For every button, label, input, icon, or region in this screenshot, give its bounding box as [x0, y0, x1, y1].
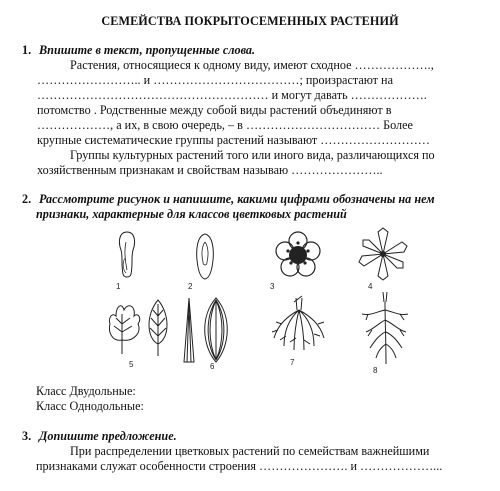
question-2-title-line-1: Рассмотрите рисунок и напишите, какими цифрами обозначены на нем: [39, 192, 435, 206]
figure-7-number: 7: [290, 358, 295, 367]
figure-6-parallel-veined-leaves: [178, 294, 236, 364]
q3-text-line-1: При распределении цветковых растений по семействам важнейшими: [70, 444, 430, 458]
page-title: СЕМЕЙСТВА ПОКРЫТОСЕМЕННЫХ РАСТЕНИЙ: [101, 14, 399, 28]
figure-8-number: 8: [373, 366, 378, 375]
q1-text-line-3: ………………………………………………… и могут давать ……………….: [37, 88, 427, 102]
figure-1-monocot-seed: [112, 230, 142, 282]
q1-text-line-4: потомство . Родственные между собой виды растений объединяют в: [37, 103, 392, 117]
figure-4-number: 4: [368, 282, 373, 291]
q1-text-line-5: ………………, а их, в свою очередь, – в …………………………… Более: [37, 118, 413, 132]
figure-3-number: 3: [270, 282, 275, 291]
question-2-heading: [22, 192, 435, 207]
monocot-class-answer-label: Класс Однодольные:: [36, 399, 144, 413]
figure-2-dicot-seed: [192, 232, 218, 282]
figure-8-taproot: [356, 290, 414, 366]
question-1-number: 1.: [22, 43, 32, 57]
q1-text-line-7: Группы культурных растений того или иного вида, различающихся по: [70, 148, 435, 162]
question-1-title: Впишите в текст, пропущенные слова.: [39, 43, 256, 57]
figure-5-net-veined-leaves: [106, 292, 174, 358]
question-2-number: 2.: [22, 192, 32, 206]
figure-5-number: 5: [129, 360, 134, 369]
question-3-heading: [22, 429, 177, 444]
question-2-title-line-2: признаки, характерные для классов цветковых растений: [36, 207, 347, 221]
figure-3-five-petal-flower: [273, 230, 323, 280]
figure-2-number: 2: [188, 282, 193, 291]
figure-1-number: 1: [116, 282, 121, 291]
dicot-class-answer-label: Класс Двудольные:: [36, 384, 136, 398]
q1-text-line-8: хозяйственным признакам и свойствам называю …………………..: [37, 163, 383, 177]
question-3-title: Допишите предложение.: [39, 429, 177, 443]
q1-text-line-1: Растения, относящиеся к одному виду, имеют сходное ……………….,: [70, 58, 434, 72]
figure-4-six-petal-flower: [356, 226, 410, 282]
figure-6-number: 6: [210, 362, 215, 371]
q3-text-line-2: признаками служат особенности строения …………………. и ………………...: [36, 459, 443, 473]
q1-text-line-2: …………………….. и ………………………………; произрастают на: [37, 73, 393, 87]
question-3-number: 3.: [22, 429, 32, 443]
q1-text-line-6: крупные систематические группы растений называют ………………………: [37, 133, 430, 147]
question-1-heading: [22, 43, 255, 58]
figure-7-fibrous-roots: [268, 294, 330, 354]
